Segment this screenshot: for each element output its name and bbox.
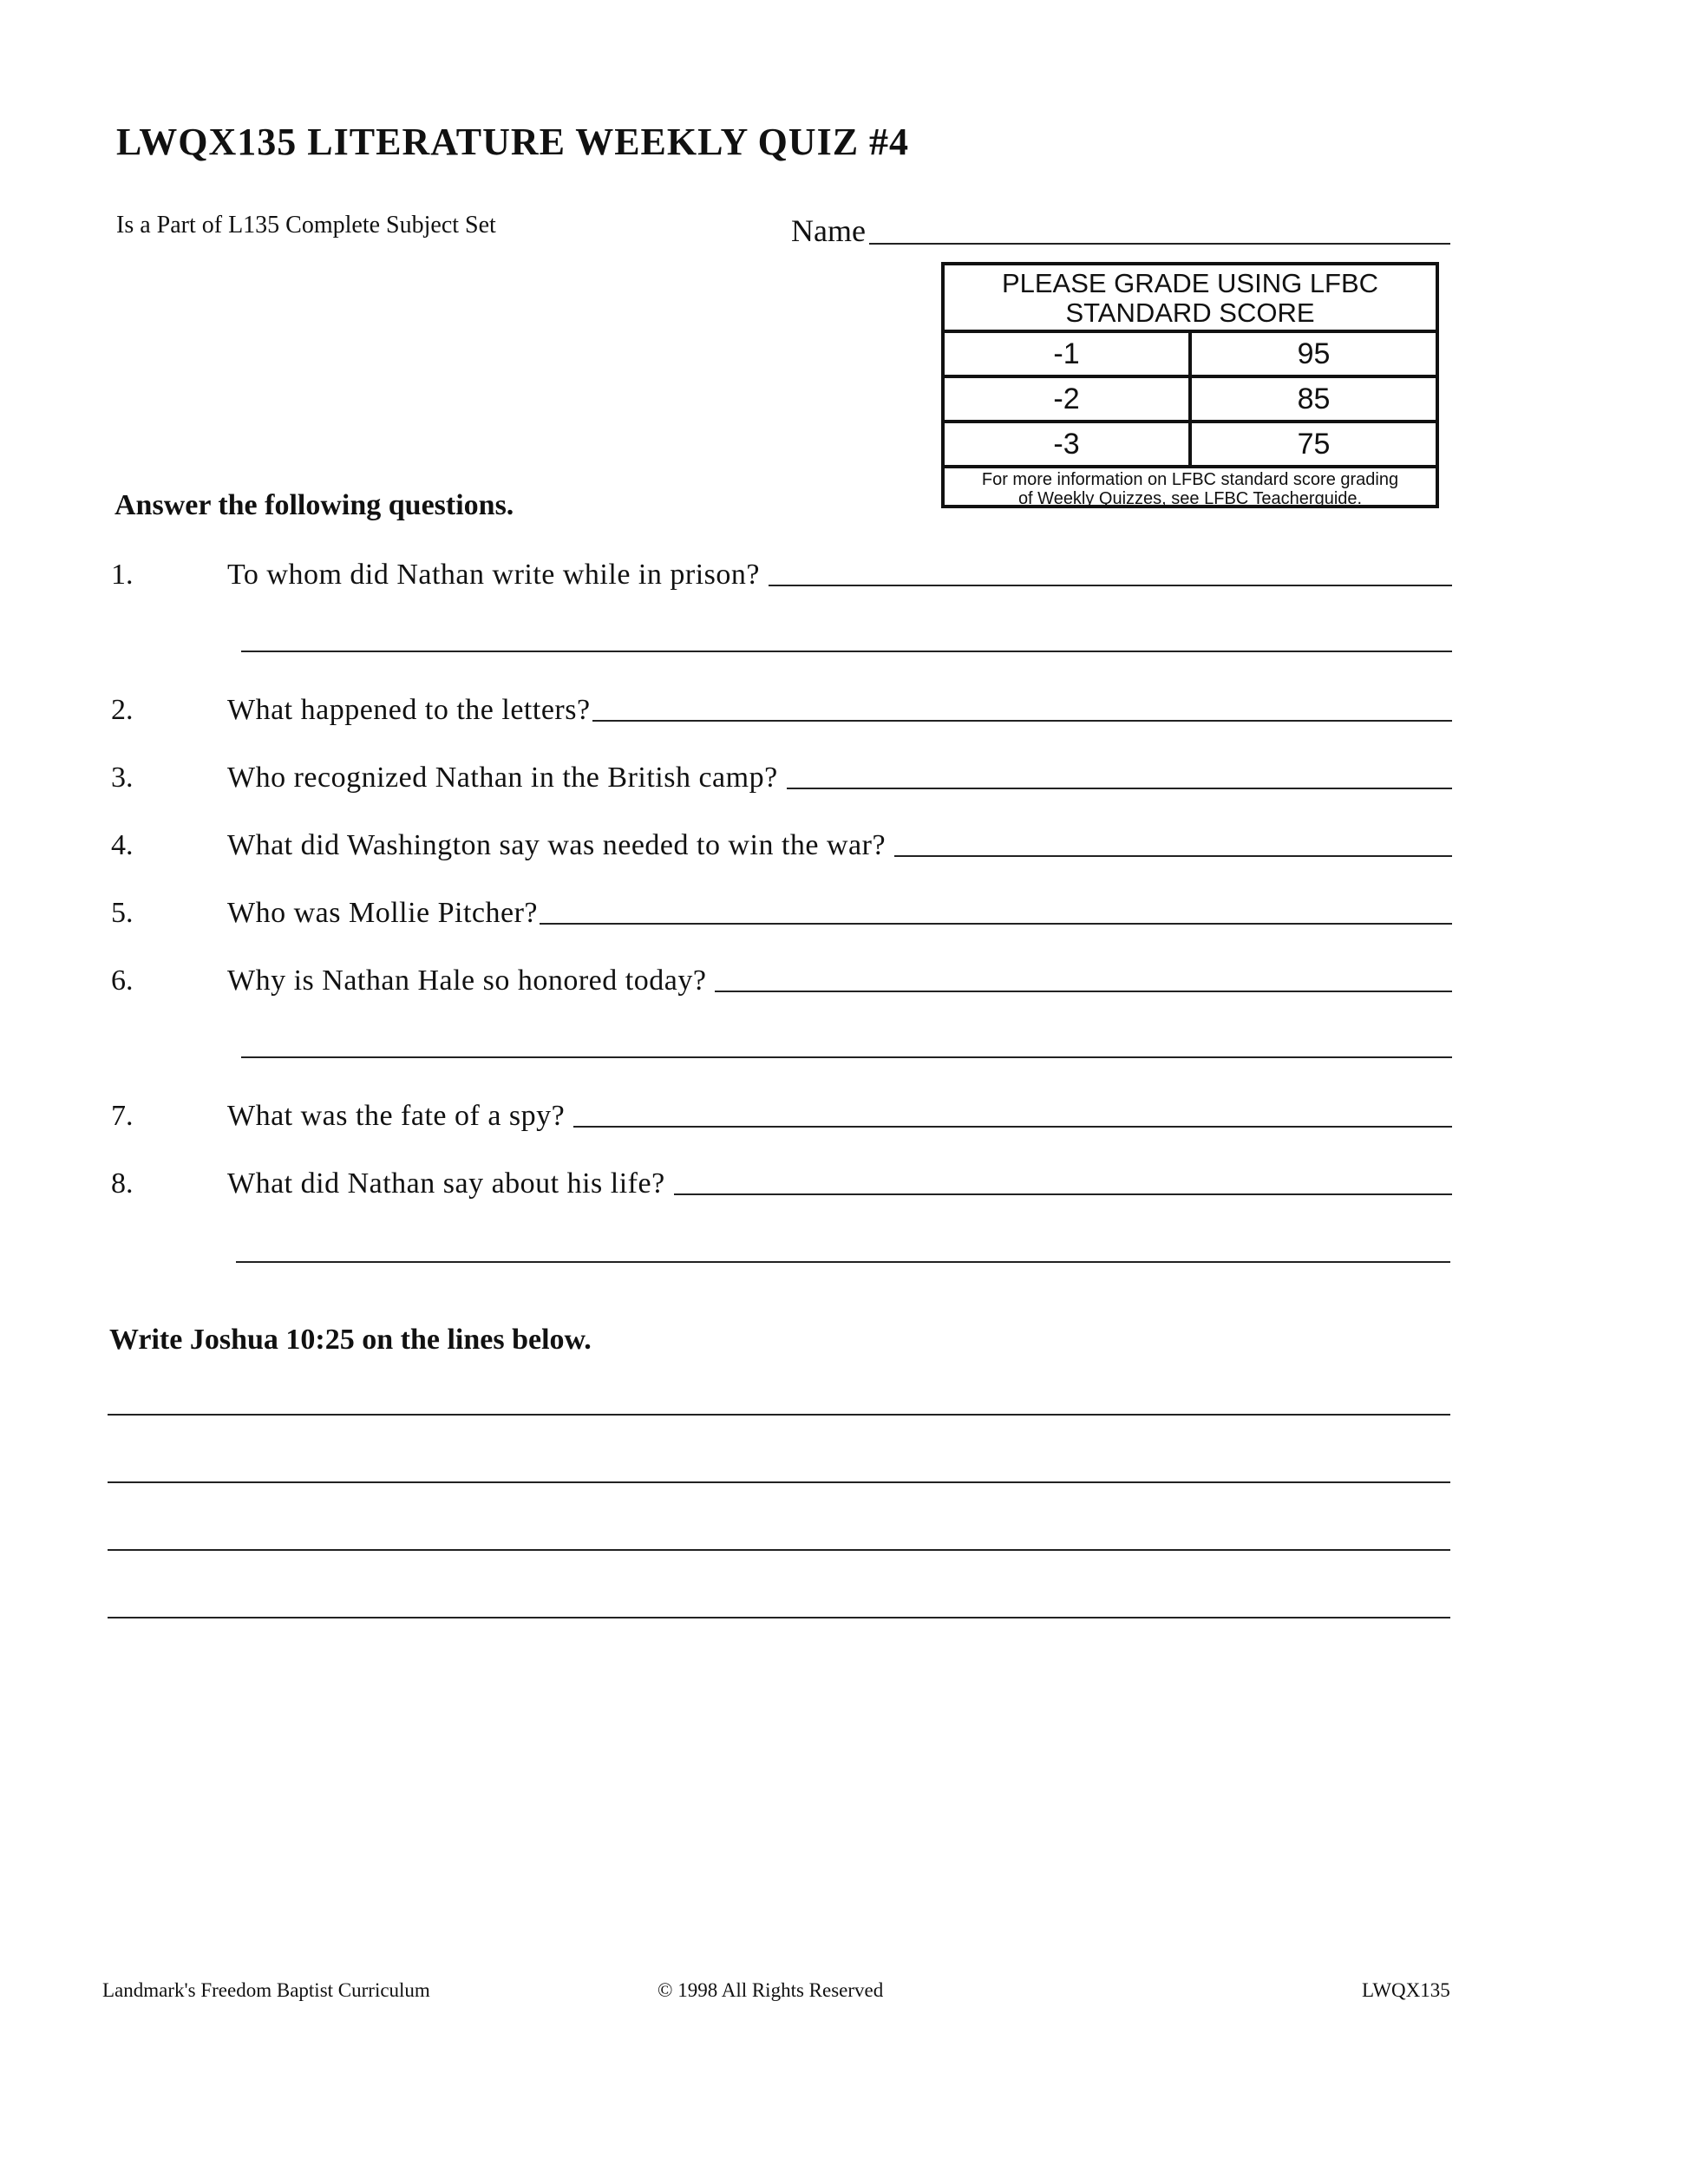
- answer-line[interactable]: [769, 585, 1452, 586]
- question-text: What did Nathan say about his life?: [227, 1167, 665, 1200]
- grading-heading-line1: PLEASE GRADE USING LFBC: [1001, 268, 1379, 298]
- question-5: [111, 888, 1452, 928]
- grading-table: [941, 262, 1439, 508]
- grading-row: [945, 423, 1436, 468]
- grading-note: [945, 468, 1436, 508]
- question-8: [111, 1159, 1452, 1199]
- question-1: [111, 550, 1452, 590]
- grading-errors-cell: -3: [945, 423, 1192, 465]
- question-text: Who recognized Nathan in the British camp?: [227, 762, 778, 794]
- question-text: To whom did Nathan write while in prison?: [227, 559, 760, 591]
- question-number: 3.: [111, 762, 134, 794]
- footer-publisher: Landmark's Freedom Baptist Curriculum: [102, 1979, 430, 2001]
- verse-writing-line[interactable]: [108, 1549, 1450, 1551]
- question-text: Who was Mollie Pitcher?: [227, 897, 539, 929]
- question-6: [111, 956, 1452, 996]
- question-text: What happened to the letters?: [227, 694, 591, 726]
- grading-score-cell: 75: [1297, 428, 1331, 461]
- grading-heading-line2: STANDARD SCORE: [1065, 298, 1315, 328]
- question-3: [111, 753, 1452, 793]
- question-number: 1.: [111, 559, 134, 591]
- answer-line[interactable]: [540, 923, 1452, 925]
- grading-errors-cell: -1: [945, 333, 1192, 375]
- grading-row: [945, 333, 1436, 378]
- grading-score-cell: 85: [1297, 383, 1331, 415]
- grading-score-cell: 95: [1297, 337, 1331, 370]
- name-line[interactable]: [869, 243, 1450, 245]
- grading-row: [945, 378, 1436, 423]
- question-text: What was the fate of a spy?: [227, 1100, 566, 1132]
- grading-note-line2: of Weekly Quizzes, see LFBC Teacherguide.: [1017, 489, 1363, 508]
- question-number: 5.: [111, 897, 134, 929]
- question-number: 6.: [111, 964, 134, 997]
- answer-line-continuation[interactable]: [236, 1261, 1450, 1263]
- answer-line[interactable]: [894, 855, 1452, 857]
- name-label: Name: [791, 213, 866, 248]
- answer-line[interactable]: [715, 991, 1452, 992]
- footer-copyright: © 1998 All Rights Reserved: [658, 1979, 884, 2001]
- answer-line[interactable]: [787, 788, 1452, 789]
- subject-set-note: Is a Part of L135 Complete Subject Set: [116, 212, 496, 239]
- answer-line-continuation[interactable]: [241, 651, 1452, 652]
- page-title: LWQX135 LITERATURE WEEKLY QUIZ #4: [116, 121, 910, 163]
- verse-writing-line[interactable]: [108, 1617, 1450, 1618]
- grading-errors-cell: -2: [945, 378, 1192, 420]
- answer-line[interactable]: [573, 1126, 1452, 1128]
- verse-writing-line[interactable]: [108, 1481, 1450, 1483]
- answer-line[interactable]: [674, 1193, 1452, 1195]
- verse-heading: Write Joshua 10:25 on the lines below.: [109, 1324, 592, 1356]
- grading-note-line1: For more information on LFBC standard score grading: [981, 470, 1399, 489]
- name-field[interactable]: [791, 205, 1450, 246]
- answer-line-continuation[interactable]: [241, 1056, 1452, 1058]
- verse-writing-line[interactable]: [108, 1414, 1450, 1416]
- question-number: 8.: [111, 1167, 134, 1200]
- question-text: Why is Nathan Hale so honored today?: [227, 964, 707, 997]
- question-4: [111, 821, 1452, 860]
- grading-table-heading: [945, 265, 1436, 333]
- question-7: [111, 1091, 1452, 1131]
- question-2: [111, 685, 1452, 725]
- question-number: 2.: [111, 694, 134, 726]
- question-number: 7.: [111, 1100, 134, 1132]
- question-text: What did Washington say was needed to win the war?: [227, 829, 887, 861]
- footer-code: LWQX135: [1362, 1979, 1450, 2001]
- answer-line[interactable]: [592, 720, 1452, 722]
- questions-heading: Answer the following questions.: [114, 489, 514, 521]
- question-number: 4.: [111, 829, 134, 861]
